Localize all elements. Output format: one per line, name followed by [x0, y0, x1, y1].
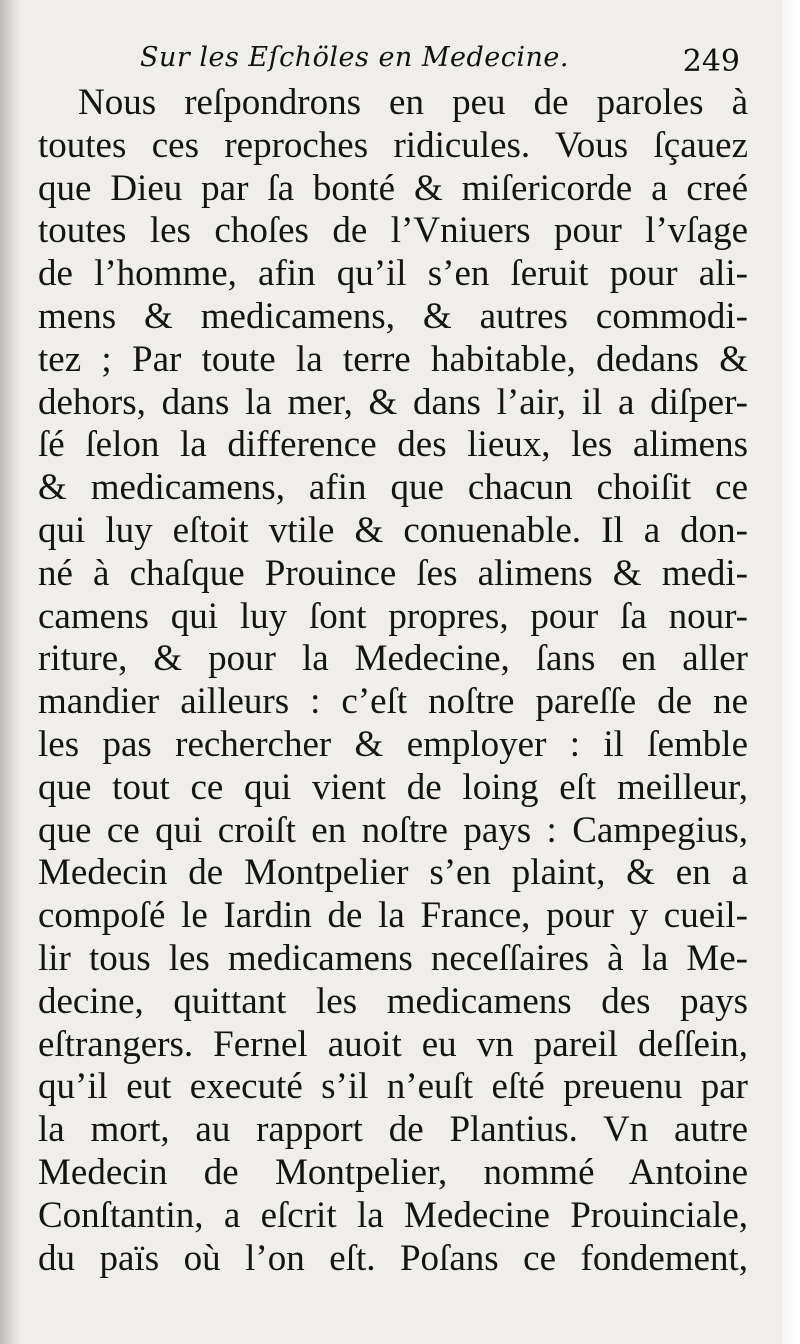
text-line: du païs où l’on eſt. Poſans ce fondement,	[38, 1237, 748, 1279]
text-line: Conſtantin, a eſcrit la Medecine Prouinciale,	[38, 1194, 748, 1236]
text-line: né à chaſque Prouince ſes alimens & medi-	[38, 552, 748, 594]
text-line: qui luy eſtoit vtile & conuenable. Il a don-	[38, 509, 748, 551]
text-line: mandier ailleurs : c’eſt noſtre pareſſe de ne	[38, 681, 748, 723]
text-line: compoſé le Iardin de la France, pour y cueil-	[38, 895, 748, 937]
text-line: toutes les choſes de l’Vniuers pour l’vſage	[38, 210, 748, 252]
text-line: Nous reſpondrons en peu de paroles à	[78, 82, 748, 123]
text-line: lir tous les medicamens neceſſaires à la Me-	[38, 937, 748, 979]
text-line: tez ; Par toute la terre habitable, dedans &	[38, 338, 748, 380]
text-line: les pas rechercher & employer : il ſemble	[38, 723, 748, 765]
text-line: Medecin de Montpelier, nommé Antoine	[38, 1151, 748, 1193]
text-line: toutes ces reproches ridicules. Vous ſçauez	[38, 124, 748, 166]
page-number: 249	[682, 44, 740, 79]
text-line: que ce qui croiſt en noſtre pays : Campegius,	[38, 809, 748, 851]
text-line: qu’il eut executé s’il n’euſt eſté preuenu par	[38, 1066, 748, 1108]
text-line: que tout ce qui vient de loing eſt meilleur,	[38, 766, 748, 808]
text-line: dehors, dans la mer, & dans l’air, il a diſper-	[38, 381, 748, 423]
text-line: de l’homme, afin qu’il s’en ſeruit pour ali-	[38, 253, 748, 295]
text-line: la mort, au rapport de Plantius. Vn autre	[38, 1109, 748, 1151]
text-line: mens & medicamens, & autres commodi-	[38, 295, 748, 337]
text-line: eſtrangers. Fernel auoit eu vn pareil deſſein,	[38, 1023, 748, 1065]
text-line: decine, quittant les medicamens des pays	[38, 980, 748, 1022]
running-head: Sur les Eſchöles en Medecine.	[140, 42, 569, 73]
text-line: Medecin de Montpelier s’en plaint, & en a	[38, 852, 748, 894]
text-line: & medicamens, afin que chacun choiſit ce	[38, 467, 748, 509]
text-line: que Dieu par ſa bonté & miſericorde a creé	[38, 167, 748, 209]
text-line: camens qui luy ſont propres, pour ſa nour-	[38, 595, 748, 637]
text-line: ſé ſelon la difference des lieux, les alimens	[38, 424, 748, 466]
text-line: riture, & pour la Medecine, ſans en aller	[38, 638, 748, 680]
body-text	[38, 82, 748, 1280]
